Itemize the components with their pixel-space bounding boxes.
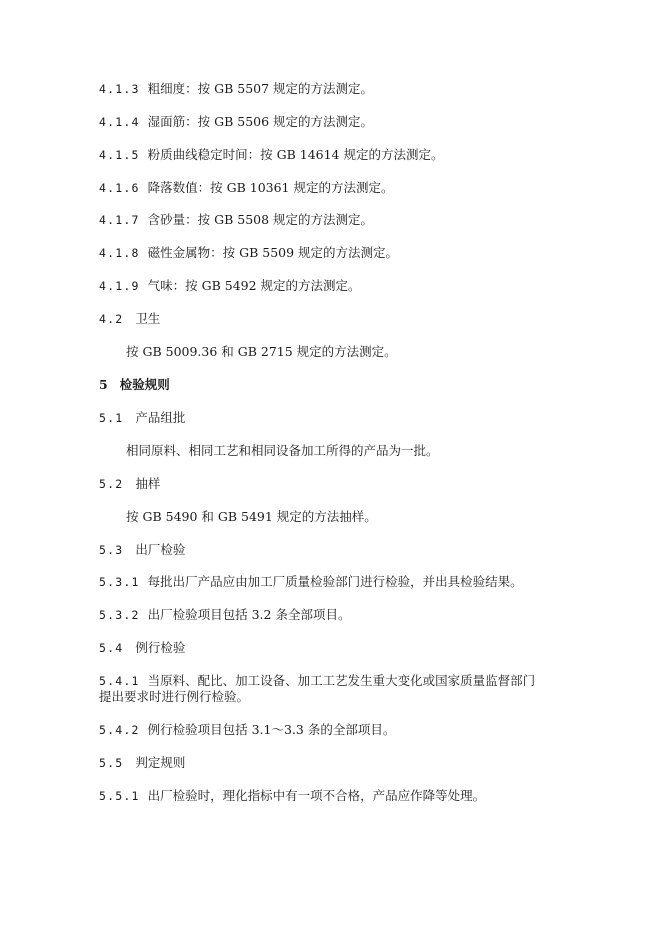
section-title: 卫生 xyxy=(135,311,161,326)
section-5-5 xyxy=(99,755,185,771)
clause-4-1-3 xyxy=(99,81,373,97)
clause-4-1-4 xyxy=(99,114,373,130)
clause-number: 4.1.9 xyxy=(99,279,140,293)
clause-4-1-9 xyxy=(99,278,361,294)
clause-5-5-1 xyxy=(99,788,485,804)
clause-text: 例行检验项目包括 3.1～3.3 条的全部项目。 xyxy=(147,722,396,737)
clause-text-continuation: 提出要求时进行例行检验。 xyxy=(99,689,250,704)
clause-number: 5.3.2 xyxy=(99,608,140,622)
section-number: 5.5 xyxy=(99,756,124,770)
clause-4-1-7 xyxy=(99,212,373,228)
clause-text: 气味：按 GB 5492 规定的方法测定。 xyxy=(147,278,361,293)
paragraph-5-2 xyxy=(126,509,377,525)
section-number: 4.2 xyxy=(99,312,124,326)
paragraph-text: 按 GB 5009.36 和 GB 2715 规定的方法测定。 xyxy=(126,344,397,359)
clause-4-1-6 xyxy=(99,180,393,196)
section-title: 判定规则 xyxy=(135,755,186,770)
clause-5-4-1 xyxy=(99,673,535,689)
section-title: 产品组批 xyxy=(135,410,186,425)
section-number: 5.1 xyxy=(99,411,124,425)
clause-number: 4.1.6 xyxy=(99,181,140,195)
clause-number: 5.4.2 xyxy=(99,723,140,737)
section-title: 例行检验 xyxy=(135,640,186,655)
clause-number: 4.1.7 xyxy=(99,213,140,227)
clause-number: 5.4.1 xyxy=(99,674,140,688)
section-number: 5.4 xyxy=(99,641,124,655)
clause-5-4-2 xyxy=(99,722,395,738)
section-title: 抽样 xyxy=(135,476,161,491)
paragraph-5-1 xyxy=(126,443,439,459)
clause-text: 湿面筋：按 GB 5506 规定的方法测定。 xyxy=(147,114,374,129)
paragraph-text: 相同原料、相同工艺和相同设备加工所得的产品为一批。 xyxy=(126,443,439,458)
clause-5-3-2 xyxy=(99,607,350,623)
clause-5-3-1 xyxy=(99,574,523,590)
clause-text: 当原料、配比、加工设备、加工工艺发生重大变化或国家质量监督部门 xyxy=(147,673,536,688)
section-number: 5.2 xyxy=(99,477,124,491)
clause-number: 4.1.3 xyxy=(99,82,140,96)
paragraph-4-2 xyxy=(126,344,397,360)
clause-text: 粗细度：按 GB 5507 规定的方法测定。 xyxy=(147,81,374,96)
clause-text: 出厂检验时，理化指标中有一项不合格，产品应作降等处理。 xyxy=(147,788,486,803)
clause-text: 磁性金属物：按 GB 5509 规定的方法测定。 xyxy=(147,245,399,260)
clause-number: 4.1.4 xyxy=(99,115,140,129)
clause-text: 含砂量：按 GB 5508 规定的方法测定。 xyxy=(147,212,374,227)
chapter-title: 检验规则 xyxy=(119,377,170,392)
paragraph-text: 按 GB 5490 和 GB 5491 规定的方法抽样。 xyxy=(126,509,377,524)
clause-number: 4.1.5 xyxy=(99,148,140,162)
chapter-5-heading xyxy=(99,377,170,393)
clause-5-4-1-continuation xyxy=(99,689,249,705)
clause-number: 5.5.1 xyxy=(99,789,140,803)
clause-4-1-8 xyxy=(99,245,398,261)
clause-text: 降落数值：按 GB 10361 规定的方法测定。 xyxy=(147,180,394,195)
clause-4-1-5 xyxy=(99,147,443,163)
section-number: 5.3 xyxy=(99,543,124,557)
section-5-1 xyxy=(99,410,185,426)
clause-number: 4.1.8 xyxy=(99,246,140,260)
clause-text: 出厂检验项目包括 3.2 条全部项目。 xyxy=(147,607,351,622)
chapter-number: 5 xyxy=(99,377,108,392)
section-4-2 xyxy=(99,311,160,327)
clause-text: 粉质曲线稳定时间：按 GB 14614 规定的方法测定。 xyxy=(147,147,444,162)
clause-text: 每批出厂产品应由加工厂质量检验部门进行检验，并出具检验结果。 xyxy=(147,574,523,589)
section-5-2 xyxy=(99,476,160,492)
section-5-4 xyxy=(99,640,185,656)
clause-number: 5.3.1 xyxy=(99,575,140,589)
section-5-3 xyxy=(99,542,185,558)
section-title: 出厂检验 xyxy=(135,542,186,557)
